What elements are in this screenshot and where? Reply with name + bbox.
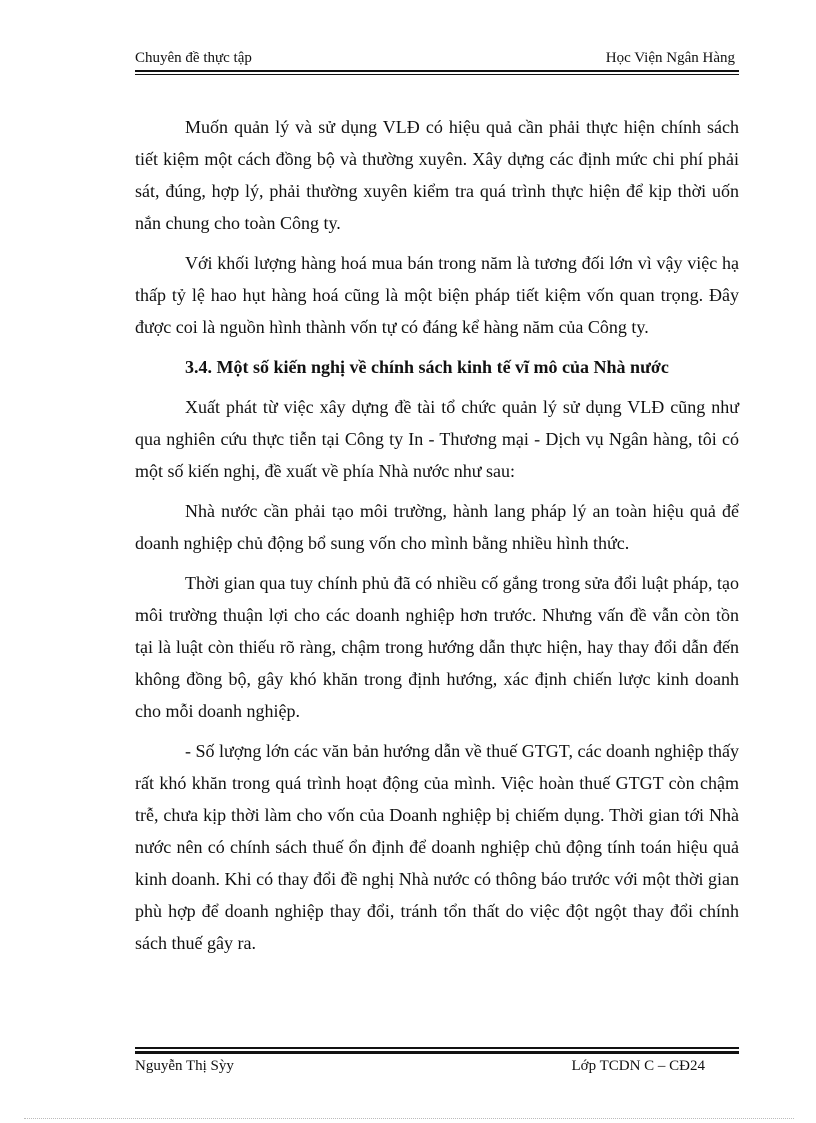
footer-rule-thick <box>135 1051 739 1054</box>
paragraph: Nhà nước cần phải tạo môi trường, hành lang pháp lý an toàn hiệu quả để doanh nghiệp chủ động bổ sung vốn cho mình bằng nhiều hình thức. <box>135 501 739 553</box>
footer-left: Nguyễn Thị Sỳy <box>135 1058 234 1074</box>
paragraph: - Số lượng lớn các văn bản hướng dẫn về thuế GTGT, các doanh nghiệp thấy rất khó khăn trong quá trình hoạt động của mình. Việc hoàn thuế GTGT còn chậm trễ, chưa kịp thời làm cho vốn của Doanh nghiệp bị chiếm dụng. Thời gian tới Nhà nước nên có chính sách thuế ổn định để doanh nghiệp chủ động tính toán hiệu quả kinh doanh. Khi có thay đổi đề nghị Nhà nước có thông báo trước với một thời gian phù hợp để doanh nghiệp thay đổi, tránh tổn thất do việc đột ngột thay đổi chính sách thuế gây ra. <box>135 741 739 953</box>
header-rule-thin <box>135 74 739 75</box>
page-header <box>135 50 735 70</box>
paragraph: Muốn quản lý và sử dụng VLĐ có hiệu quả cần phải thực hiện chính sách tiết kiệm một cách đồng bộ và thường xuyên. Xây dựng các định mức chi phí phải sát, đúng, hợp lý, phải thường xuyên kiểm tra quá trình thực hiện để kịp thời uốn nắn chung cho toàn Công ty. <box>135 117 739 233</box>
page-footer <box>135 1058 735 1078</box>
header-left: Chuyên đề thực tập <box>135 50 252 66</box>
paragraph: Thời gian qua tuy chính phủ đã có nhiều cố gắng trong sửa đổi luật pháp, tạo môi trường thuận lợi cho các doanh nghiệp hơn trước. Nhưng vấn đề vẫn còn tồn tại là luật còn thiếu rõ ràng, chậm trong hướng dẫn thực hiện, hay thay đổi dẫn đến không đồng bộ, gây khó khăn trong định hướng, xác định chiến lược kinh doanh cho mỗi doanh nghiệp. <box>135 573 739 721</box>
footer-right: Lớp TCDN C – CĐ24 <box>571 1058 705 1074</box>
footer-rule <box>135 1047 739 1049</box>
header-right: Học Viện Ngân Hàng <box>605 50 735 66</box>
header-rule <box>135 70 739 72</box>
document-body <box>135 111 739 959</box>
paragraph: Xuất phát từ việc xây dựng đề tài tổ chức quản lý sử dụng VLĐ cũng như qua nghiên cứu thực tiễn tại Công ty In - Thương mại - Dịch vụ Ngân hàng, tôi có một số kiến nghị, đề xuất về phía Nhà nước như sau: <box>135 397 739 481</box>
paragraph: Với khối lượng hàng hoá mua bán trong năm là tương đối lớn vì vậy việc hạ thấp tỷ lệ hao hụt hàng hoá cũng là một biện pháp tiết kiệm vốn quan trọng. Đây được coi là nguồn hình thành vốn tự có đáng kể hàng năm của Công ty. <box>135 253 739 337</box>
section-heading: 3.4. Một số kiến nghị về chính sách kinh tế vĩ mô của Nhà nước <box>185 357 669 377</box>
page-edge <box>24 1118 794 1119</box>
